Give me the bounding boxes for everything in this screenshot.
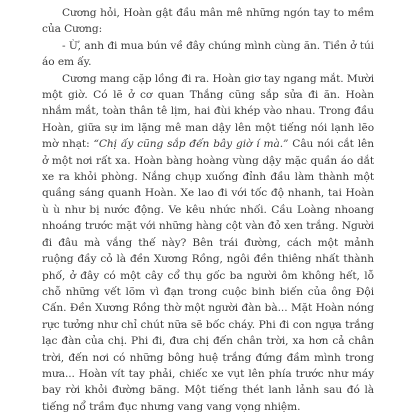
paragraph-3-text-b: Câu nói cắt lên ở một nơi rất xa. Hoàn bàng hoàng vùng dậy mặc quần áo dắt xe ra khỏi phòng. Nắng chụp xuống đỉnh đầu làm thành một quầng sáng quanh Hoàn. Xe lao đi với tốc độ nhanh, tai Hoàn ù ù như bị nước động. Ve kêu nhức nhối. Cầu Loàng nhoang nhoáng trước mặt với những hàng cột vàn đỏ xen trắng. Người đi đâu mà vắng thế này? Bên trái đường, cách một mảnh ruộng đầy cỏ là đền Xương Rồng, ngôi đền thiêng nhất thành phố, ở đây có một cây cổ thụ gốc ba người ôm không hết, lỗ chỗ những vết lõm vì đạn trong cuộc binh biến của ông Đội Cấn. Đền Xương Rồng thờ một người đàn bà... Mặt Hoàn nóng rực tưởng như chỉ chút nữa sẽ bốc cháy. Phi đi con ngựa trắng lạc đàn của chị. Phi đi, đưa chị đến chân trời, xa hơn cả chân trời, đến nơi có những bông huệ trắng đứng đầm mình trong mưa... Hoàn vít tay phải, chiếc xe vụt lên phía trước như máy bay rời khỏi đường băng. Một tiếng thét lanh lảnh sau đó là tiếng nổ trầm đục nhưng vang vang vọng nhiệm. bbox=[42, 138, 374, 413]
paragraph-3-text-a: Cương mang cặp lồng đi ra. Hoàn giơ tay ngang mắt. Mười một giờ. Có lẽ ở cơ quan Thắng cũng sắp sửa đi ăn. Hoàn nhắm mắt, toàn thân tê lịm, hai đùi khép vào nhau. Trong đầu Hoàn, giữa sự im lặng mê man dậy lên một tiếng nói lạnh lẽo mờ nhạt: bbox=[42, 72, 374, 151]
paragraph-2 bbox=[42, 38, 374, 71]
paragraph-3 bbox=[42, 71, 374, 415]
paragraph-1-text: Cương hỏi, Hoàn gật đầu mân mê những ngón tay to mềm của Cương: bbox=[42, 7, 374, 36]
paragraph-1 bbox=[42, 5, 374, 38]
paragraph-2-text: - Ừ, anh đi mua bún về đây chúng mình cùng ăn. Tiền ở túi áo em ấy. bbox=[42, 39, 374, 69]
paragraph-3-italic-quote: “Chị ấy cũng sắp đến bây giờ í mà.” bbox=[93, 138, 289, 151]
